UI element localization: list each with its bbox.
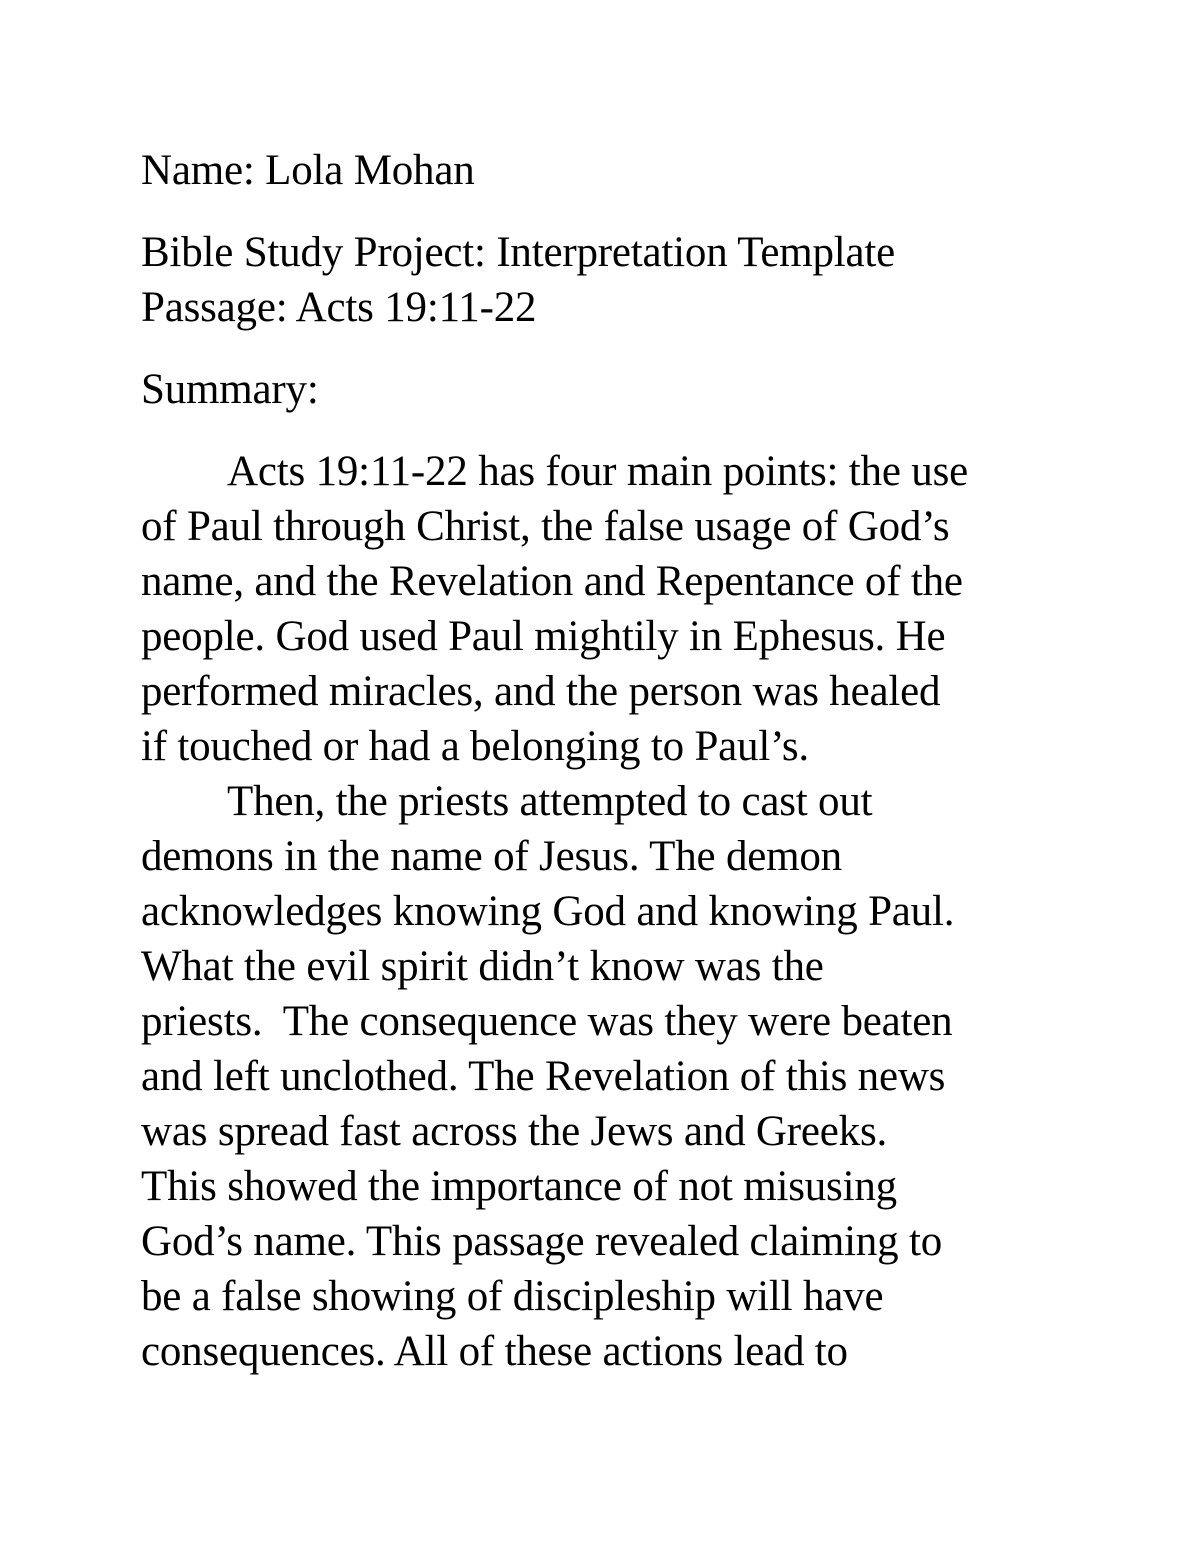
summary-line: people. God used Paul mightily in Ephesus. He <box>141 613 946 660</box>
summary-line: Acts 19:11-22 has four main points: the use <box>227 448 969 495</box>
summary-line: acknowledges knowing God and knowing Paul. <box>141 888 955 935</box>
summary-heading: Summary: <box>141 366 319 413</box>
summary-line: performed miracles, and the person was healed <box>141 668 941 715</box>
summary-line: be a false showing of discipleship will have <box>141 1273 884 1320</box>
summary-line: name, and the Revelation and Repentance of the <box>141 558 963 605</box>
summary-line: of Paul through Christ, the false usage of God’s <box>141 503 950 550</box>
passage-reference: Passage: Acts 19:11-22 <box>141 284 537 331</box>
summary-line: and left unclothed. The Revelation of this news <box>141 1053 946 1100</box>
summary-line: God’s name. This passage revealed claiming to <box>141 1218 943 1265</box>
summary-line: Then, the priests attempted to cast out <box>227 778 873 825</box>
summary-line: This showed the importance of not misusing <box>141 1163 897 1210</box>
document-body <box>141 143 1101 1379</box>
student-name: Name: Lola Mohan <box>141 147 475 194</box>
summary-line: What the evil spirit didn’t know was the <box>141 943 824 990</box>
summary-line: if touched or had a belonging to Paul’s. <box>141 723 809 770</box>
summary-line: consequences. All of these actions lead to <box>141 1328 848 1375</box>
summary-line: priests. The consequence was they were beaten <box>141 998 953 1045</box>
summary-line: was spread fast across the Jews and Greeks. <box>141 1108 888 1155</box>
summary-text <box>141 444 1101 1379</box>
project-title: Bible Study Project: Interpretation Template <box>141 229 896 276</box>
summary-line: demons in the name of Jesus. The demon <box>141 833 842 880</box>
